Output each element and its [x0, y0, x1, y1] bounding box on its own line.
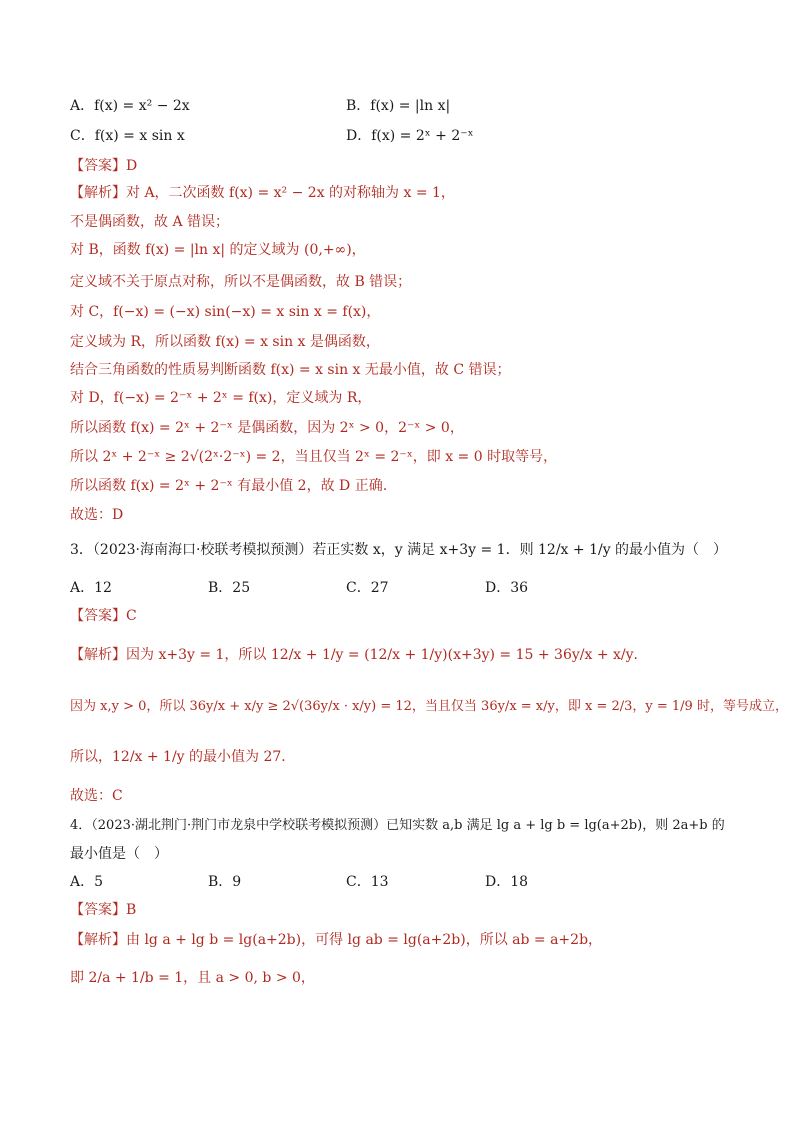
q2-option-a: A．f(x) = x² − 2x — [70, 98, 190, 114]
q3-analysis-line-3: 所以，12/x + 1/y 的最小值为 27． — [70, 749, 296, 765]
q4-stem-line-2: 最小值是（ ） — [70, 846, 168, 862]
q2-option-d: D．f(x) = 2ˣ + 2⁻ˣ — [346, 128, 474, 144]
q2-analysis-line-5: 对 C，f(−x) = (−x) sin(−x) = x sin x = f(x)， — [70, 304, 381, 320]
q2-analysis-line-1: 【解析】对 A，二次函数 f(x) = x² − 2x 的对称轴为 x = 1， — [70, 185, 455, 201]
q2-analysis-line-7: 结合三角函数的性质易判断函数 f(x) = x sin x 无最小值，故 C 错误； — [70, 362, 511, 378]
q2-analysis-line-6: 定义域为 R，所以函数 f(x) = x sin x 是偶函数， — [70, 334, 380, 350]
q3-answer: 【答案】C — [70, 608, 137, 624]
q3-option-d: D．36 — [485, 580, 529, 596]
q4-analysis-line-2: 即 2/a + 1/b = 1，且 a > 0, b > 0， — [70, 970, 315, 986]
q2-analysis-line-11: 所以函数 f(x) = 2ˣ + 2⁻ˣ 有最小值 2，故 D 正确. — [70, 478, 388, 494]
q2-option-c: C．f(x) = x sin x — [70, 128, 185, 144]
q3-option-b: B．25 — [208, 580, 251, 596]
q2-analysis-line-3: 对 B，函数 f(x) = |ln x| 的定义域为 (0,+∞)， — [70, 242, 366, 258]
q2-choice: 故选：D — [70, 507, 124, 523]
q2-analysis-line-4: 定义域不关于原点对称，所以不是偶函数，故 B 错误； — [70, 274, 412, 290]
q3-option-c: C．27 — [346, 580, 389, 596]
q2-analysis-line-2: 不是偶函数，故 A 错误； — [70, 214, 230, 230]
q4-option-a: A．5 — [70, 874, 104, 890]
q2-analysis-line-8: 对 D，f(−x) = 2⁻ˣ + 2ˣ = f(x)，定义域为 R， — [70, 390, 372, 406]
q3-option-a: A．12 — [70, 580, 112, 596]
q2-analysis-line-9: 所以函数 f(x) = 2ˣ + 2⁻ˣ 是偶函数，因为 2ˣ > 0，2⁻ˣ > 0， — [70, 420, 464, 436]
q3-analysis-line-2: 因为 x,y > 0，所以 36y/x + x/y ≥ 2√(36y/x · x/y) = 12，当且仅当 36y/x = x/y，即 x = 2/3，y = 1/9 时，等号成立， — [70, 699, 788, 714]
q2-analysis-line-10: 所以 2ˣ + 2⁻ˣ ≥ 2√(2ˣ·2⁻ˣ) = 2，当且仅当 2ˣ = 2⁻ˣ，即 x = 0 时取等号， — [70, 449, 558, 465]
q4-option-d: D．18 — [485, 874, 529, 890]
q3-choice: 故选：C — [70, 788, 123, 804]
q2-option-b: B．f(x) = |ln x| — [346, 98, 451, 114]
q3-analysis-line-1: 【解析】因为 x+3y = 1，所以 12/x + 1/y = (12/x + 1/y)(x+3y) = 15 + 36y/x + x/y． — [70, 647, 648, 663]
q4-option-c: C．13 — [346, 874, 389, 890]
q4-stem-line-1: 4．（2023·湖北荆门·荆门市龙泉中学校联考模拟预测）已知实数 a,b 满足 lg a + lg b = lg(a+2b)，则 2a+b 的 — [70, 818, 725, 833]
q4-answer: 【答案】B — [70, 902, 137, 918]
q3-stem: 3．（2023·海南海口·校联考模拟预测）若正实数 x，y 满足 x+3y = 1．则 12/x + 1/y 的最小值为（ ） — [70, 542, 728, 558]
q4-analysis-line-1: 【解析】由 lg a + lg b = lg(a+2b)，可得 lg ab = lg(a+2b)，所以 ab = a+2b， — [70, 932, 603, 948]
q4-option-b: B．9 — [208, 874, 242, 890]
q2-answer: 【答案】D — [70, 158, 138, 174]
